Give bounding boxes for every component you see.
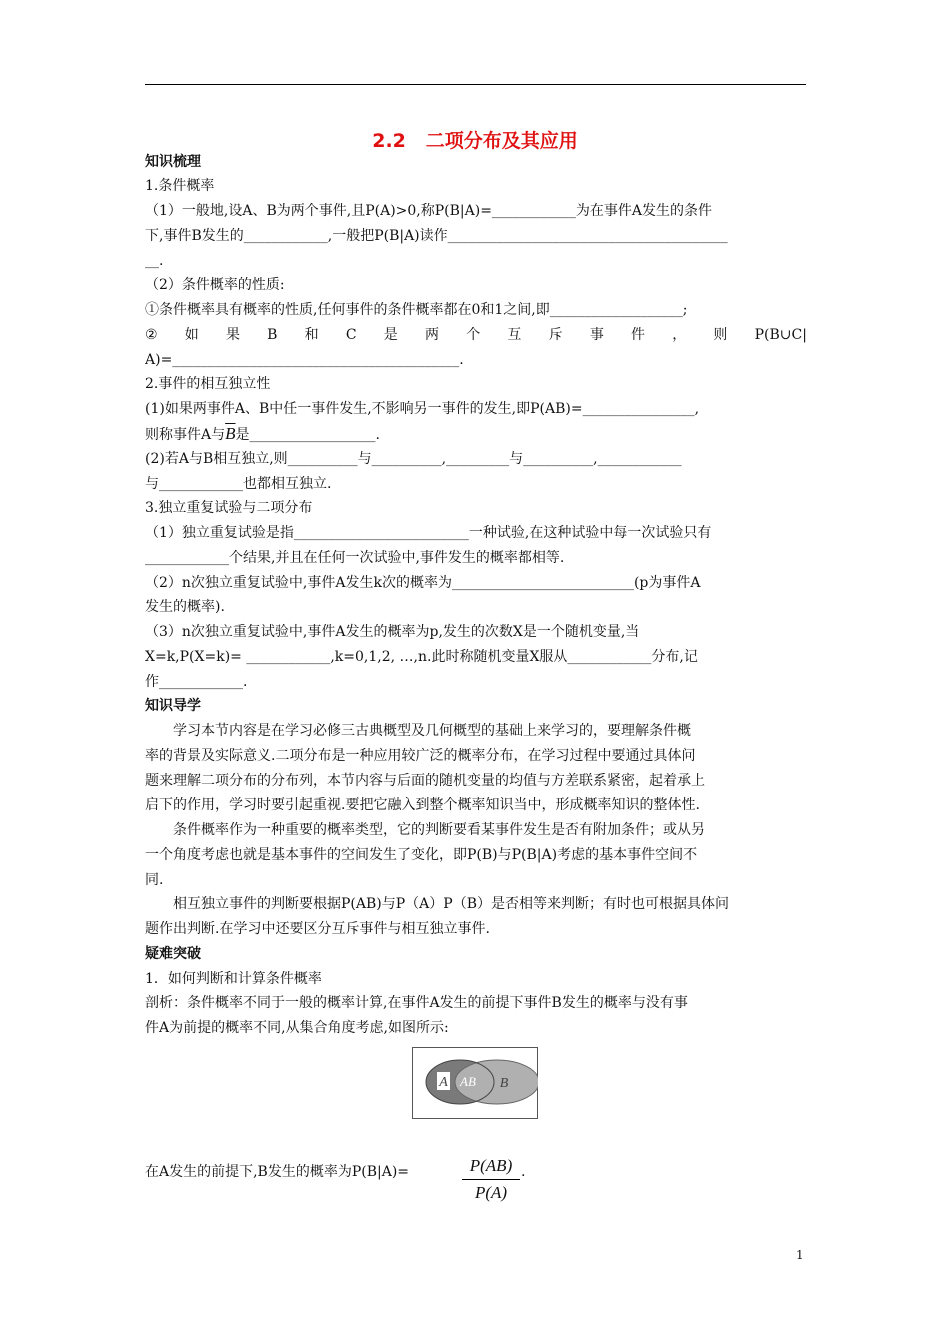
justified-token: 个 [466, 327, 481, 343]
heading-difficulties: 疑难突破 [145, 946, 201, 962]
subheading-how-to-compute: 1．如何判断和计算条件概率 [145, 971, 322, 987]
page-title: 2.2 二项分布及其应用 [372, 130, 578, 152]
paragraph-line: 题来理解二项分布的分布列，本节内容与后面的随机变量的均值与方差联系紧密，起着承上 [145, 773, 705, 789]
text-line: X=k,P(X=k)= ____________,k=0,1,2, …,n.此时称随机变量X服从____________分布,记 [145, 649, 698, 665]
text-line: （3）n次独立重复试验中,事件A发生的概率为p,发生的次数X是一个随机变量,当 [145, 624, 640, 640]
paragraph-line: 相互独立事件的判断要根据P(AB)与P（A）P（B）是否相等来判断；有时也可根据具体问 [173, 896, 729, 912]
text-line: ①条件概率具有概率的性质,任何事件的条件概率都在0和1之间,即___________________; [145, 302, 688, 318]
heading-knowledge-review: 知识梳理 [145, 154, 201, 170]
justified-token: C [345, 327, 357, 343]
text-line: 作____________. [145, 674, 248, 690]
header-rule [145, 84, 806, 85]
justified-token: 两 [425, 327, 439, 343]
fraction-numerator: P(AB) [469, 1156, 513, 1175]
conditional-probability-fraction [462, 1155, 520, 1204]
text-line: __. [145, 253, 164, 269]
label-ab: AB [460, 1074, 476, 1089]
paragraph-line: 率的背景及实际意义.二项分布是一种应用较广泛的概率分布，在学习过程中要通过具体问 [145, 748, 696, 764]
text-line: （1）独立重复试验是指_________________________一种试验,在这种试验中每一次试验只有 [145, 525, 712, 541]
justified-token: ② [145, 327, 158, 343]
fraction-denominator: P(A) [474, 1183, 508, 1202]
justified-token: ， [672, 327, 687, 343]
formula-lead-text: 在A发生的前提下,B发生的概率为P(B|A)= [145, 1164, 410, 1180]
justified-token: 如 [184, 327, 199, 343]
text-line: (1)如果两事件A、B中任一事件发生,不影响另一事件的发生,即P(AB)=________________, [145, 401, 700, 417]
text-line: 发生的概率). [145, 599, 225, 615]
justified-token: P(B∪C| [754, 327, 807, 343]
justified-token: 件 [631, 327, 646, 343]
justified-line [145, 324, 807, 346]
subheading-independence: 2.事件的相互独立性 [145, 376, 271, 392]
b-complement-symbol: $\overline{B}$ [225, 424, 236, 443]
page-number: 1 [796, 1248, 804, 1262]
text-line: （1）一般地,设A、B为两个事件,且P(A)>0,称P(B|A)=____________为在事件A发生的条件 [145, 203, 713, 219]
text-fragment: 是__________________. [235, 427, 380, 443]
text-line: 下,事件B发生的____________,一般把P(B|A)读作________________________________________ [145, 228, 728, 244]
text-line: （2）条件概率的性质: [145, 277, 285, 293]
text-line: (2)若A与B相互独立,则__________与__________,_________与__________,____________ [145, 451, 682, 467]
label-a: A [439, 1075, 448, 1090]
paragraph-line: 一个角度考虑也就是基本事件的空间发生了变化，即P(B)与P(B|A)考虑的基本事件空间不 [145, 847, 698, 863]
subheading-binomial: 3.独立重复试验与二项分布 [145, 500, 313, 516]
justified-token: 斥 [548, 327, 563, 343]
text-line: ____________个结果,并且在任何一次试验中,事件发生的概率都相等. [145, 550, 565, 566]
justified-token: 事 [589, 327, 604, 343]
text-line-independence [145, 423, 807, 445]
justified-token: 则 [713, 327, 728, 343]
paragraph-line: 件A为前提的概率不同,从集合角度考虑,如图所示: [145, 1020, 449, 1036]
paragraph-line: 题作出判断.在学习中还要区分互斥事件与相互独立事件. [145, 921, 490, 937]
text-line: （2）n次独立重复试验中,事件A发生k次的概率为__________________________(p为事件A [145, 575, 701, 591]
venn-diagram [412, 1047, 538, 1119]
paragraph-line: 同. [145, 872, 164, 888]
text-line: A)=_________________________________________. [145, 352, 464, 368]
justified-token: B [267, 327, 278, 343]
subheading-conditional-probability: 1.条件概率 [145, 178, 215, 194]
paragraph-line: 剖析：条件概率不同于一般的概率计算,在事件A发生的前提下事件B发生的概率与没有事 [145, 995, 688, 1011]
heading-knowledge-guide: 知识导学 [145, 698, 201, 714]
paragraph-line: 条件概率作为一种重要的概率类型，它的判断要看某事件发生是否有附加条件；或从另 [173, 822, 705, 838]
justified-token: 果 [225, 327, 240, 343]
justified-token: 是 [383, 327, 398, 343]
label-b: B [499, 1076, 509, 1091]
formula-period: . [521, 1164, 526, 1180]
text-fragment: 则称事件A与 [145, 427, 226, 443]
paragraph-line: 启下的作用，学习时要引起重视.要把它融入到整个概率知识当中，形成概率知识的整体性. [145, 797, 700, 813]
paragraph-line: 学习本节内容是在学习必修三古典概型及几何概型的基础上来学习的，要理解条件概 [173, 723, 691, 739]
fraction-bar [462, 1179, 520, 1180]
text-line: 与____________也都相互独立. [145, 476, 332, 492]
justified-token: 互 [507, 327, 522, 343]
justified-token: 和 [304, 327, 319, 343]
